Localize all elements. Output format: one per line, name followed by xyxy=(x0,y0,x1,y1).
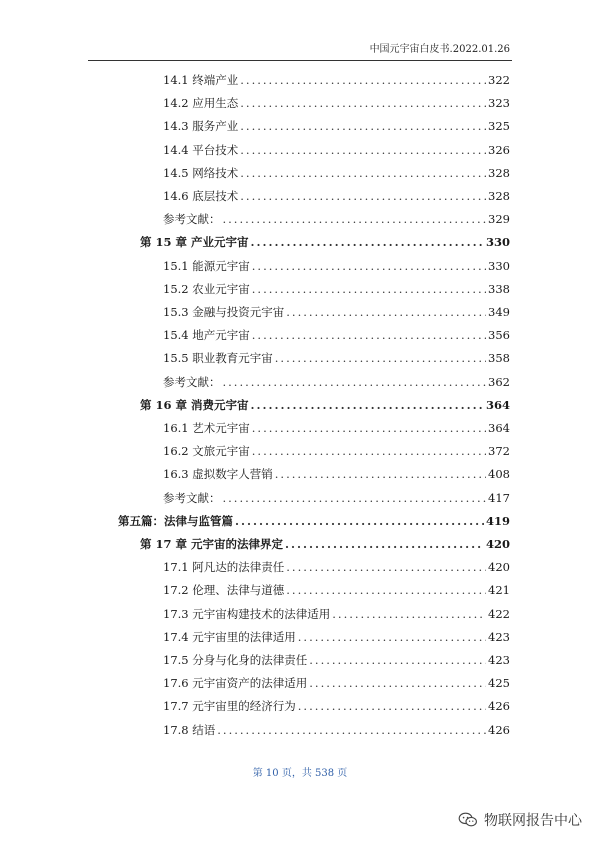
toc-entry-label: 14.3 服务产业 xyxy=(163,119,239,134)
toc-entry-label: 17.1 阿凡达的法律责任 xyxy=(163,560,285,575)
toc-entry-page: 322 xyxy=(488,73,510,87)
toc-entry[interactable] xyxy=(163,188,510,204)
toc-entry-label: 17.7 元宇宙里的经济行为 xyxy=(163,699,296,714)
toc-entry-page: 364 xyxy=(488,421,510,435)
toc-leader-dots xyxy=(309,653,486,667)
toc-leader-dots xyxy=(251,235,484,249)
toc-leader-dots xyxy=(223,491,487,505)
toc-entry[interactable] xyxy=(163,420,510,436)
toc-entry-label: 第 15 章 产业元宇宙 xyxy=(140,235,249,250)
toc-entry-page: 358 xyxy=(488,351,510,366)
toc-leader-dots xyxy=(252,328,486,342)
toc-entry[interactable] xyxy=(163,211,510,227)
toc-entry-page: 349 xyxy=(488,305,510,319)
toc-entry[interactable] xyxy=(163,350,510,366)
toc-entry[interactable] xyxy=(163,443,510,459)
toc-entry-page: 417 xyxy=(488,490,510,505)
toc-entry-label: 17.8 结语 xyxy=(163,722,216,737)
toc-entry-label: 第五篇：法律与监管篇 xyxy=(118,513,233,528)
toc-entry-label: 17.2 伦理、法律与道德 xyxy=(163,583,285,598)
toc-entry-label: 16.1 艺术元宇宙 xyxy=(163,421,250,435)
toc-entry-page: 328 xyxy=(488,189,510,203)
toc-entry[interactable] xyxy=(163,466,510,482)
toc-entry-page: 329 xyxy=(488,212,510,227)
toc-entry[interactable] xyxy=(118,513,510,529)
toc-entry-page: 423 xyxy=(488,629,510,644)
toc-entry-page: 362 xyxy=(488,374,510,389)
toc-entry-label: 17.6 元宇宙资产的法律适用 xyxy=(163,676,308,691)
toc-entry-label: 14.2 应用生态 xyxy=(163,96,239,111)
toc-leader-dots xyxy=(332,607,486,621)
toc-leader-dots xyxy=(240,119,486,133)
toc-entry-label: 15.5 职业教育元宇宙 xyxy=(163,351,273,366)
toc-entry-label: 15.1 能源元宇宙 xyxy=(163,258,250,273)
toc-entry-label: 第 17 章 元宇宙的法律界定 xyxy=(140,537,284,551)
toc-leader-dots xyxy=(309,676,486,690)
toc-entry-page: 372 xyxy=(488,444,510,459)
toc-entry[interactable] xyxy=(163,629,510,645)
toc-entry-page: 420 xyxy=(485,537,510,551)
toc-entry[interactable] xyxy=(163,374,510,390)
toc-entry-page: 420 xyxy=(488,560,510,575)
toc-entry[interactable] xyxy=(140,536,510,552)
toc-entry-page: 408 xyxy=(488,467,510,482)
toc-entry-label: 参考文献： xyxy=(163,212,221,227)
toc-entry-label: 15.4 地产元宇宙 xyxy=(163,328,250,343)
watermark-text: 物联网报告中心 xyxy=(484,813,582,829)
toc-entry[interactable] xyxy=(163,281,510,297)
toc-entry-page: 426 xyxy=(488,699,510,714)
toc-entry-label: 14.4 平台技术 xyxy=(163,142,239,157)
toc-leader-dots xyxy=(223,212,487,226)
toc-leader-dots xyxy=(285,537,484,551)
toc-leader-dots xyxy=(275,467,486,481)
toc-entry[interactable] xyxy=(140,397,510,413)
toc-leader-dots xyxy=(286,560,486,574)
toc-entry-page: 356 xyxy=(488,328,510,343)
toc-entry-page: 419 xyxy=(485,513,510,528)
toc-entry-page: 425 xyxy=(488,676,510,691)
toc-entry-label: 17.4 元宇宙里的法律适用 xyxy=(163,629,296,644)
toc-entry-page: 326 xyxy=(488,142,510,157)
toc-entry-label: 17.5 分身与化身的法律责任 xyxy=(163,653,308,667)
toc-entry[interactable] xyxy=(163,606,510,622)
toc-leader-dots xyxy=(240,96,486,110)
toc-entry-page: 422 xyxy=(488,606,510,621)
toc-leader-dots xyxy=(235,514,484,528)
toc-leader-dots xyxy=(252,259,486,273)
wechat-icon xyxy=(458,812,478,828)
toc-entry-label: 16.2 文旅元宇宙 xyxy=(163,444,250,459)
toc-entry-label: 14.5 网络技术 xyxy=(163,165,239,180)
toc-entry-page: 426 xyxy=(488,722,510,737)
toc-leader-dots xyxy=(286,305,486,319)
toc-leader-dots xyxy=(275,351,486,365)
watermark xyxy=(458,810,582,830)
toc-leader-dots xyxy=(217,723,486,737)
toc-entry[interactable] xyxy=(163,722,510,738)
toc-entry[interactable] xyxy=(163,559,510,575)
toc-leader-dots xyxy=(252,282,486,296)
toc-leader-dots xyxy=(240,166,486,180)
toc-leader-dots xyxy=(252,421,486,435)
toc-entry-page: 328 xyxy=(488,165,510,180)
toc-entry-label: 14.1 终端产业 xyxy=(163,73,239,87)
toc-entry[interactable] xyxy=(163,327,510,343)
toc-leader-dots xyxy=(298,699,486,713)
toc-entry[interactable] xyxy=(163,165,510,181)
toc-entry-label: 16.3 虚拟数字人营销 xyxy=(163,467,273,482)
page-header: 中国元宇宙白皮书.2022.01.26 xyxy=(369,44,510,55)
toc-entry-page: 323 xyxy=(488,96,510,111)
toc-entry-label: 15.2 农业元宇宙 xyxy=(163,281,250,296)
toc-entry-page: 423 xyxy=(488,653,510,667)
toc-entry-page: 330 xyxy=(485,235,510,250)
toc-entry-label: 第 16 章 消费元宇宙 xyxy=(140,397,249,412)
toc-entry[interactable] xyxy=(163,304,510,320)
toc-entry-label: 参考文献： xyxy=(163,374,221,389)
toc-entry[interactable] xyxy=(163,118,510,134)
toc-entry[interactable] xyxy=(163,490,510,506)
toc-leader-dots xyxy=(286,583,486,597)
toc-entry-page: 364 xyxy=(485,397,510,412)
toc-entry[interactable] xyxy=(140,234,510,250)
toc-entry[interactable] xyxy=(163,258,510,274)
toc-entry-label: 14.6 底层技术 xyxy=(163,189,239,203)
toc-entry-page: 421 xyxy=(488,583,510,598)
toc-entry[interactable] xyxy=(163,72,510,88)
toc-entry-page: 325 xyxy=(488,119,510,134)
toc-entry[interactable] xyxy=(163,698,510,714)
page-footer: 第 10 页，共 538 页 xyxy=(252,768,348,779)
toc-entry-page: 330 xyxy=(488,258,510,273)
toc-entry[interactable] xyxy=(163,142,510,158)
toc-entry[interactable] xyxy=(163,652,510,668)
toc-leader-dots xyxy=(240,189,486,203)
toc-leader-dots xyxy=(251,398,484,412)
toc-entry-label: 15.3 金融与投资元宇宙 xyxy=(163,305,285,319)
toc-leader-dots xyxy=(298,630,486,644)
toc-leader-dots xyxy=(240,73,486,87)
toc-leader-dots xyxy=(240,143,486,157)
header-divider xyxy=(88,60,512,61)
toc-entry-label: 17.3 元宇宙构建技术的法律适用 xyxy=(163,606,331,621)
toc-entry-label: 参考文献： xyxy=(163,490,221,505)
toc-entry[interactable] xyxy=(163,675,510,691)
toc-leader-dots xyxy=(252,444,486,458)
toc-entry-page: 338 xyxy=(488,281,510,296)
toc-leader-dots xyxy=(223,375,487,389)
toc-entry[interactable] xyxy=(163,582,510,598)
toc-entry[interactable] xyxy=(163,95,510,111)
